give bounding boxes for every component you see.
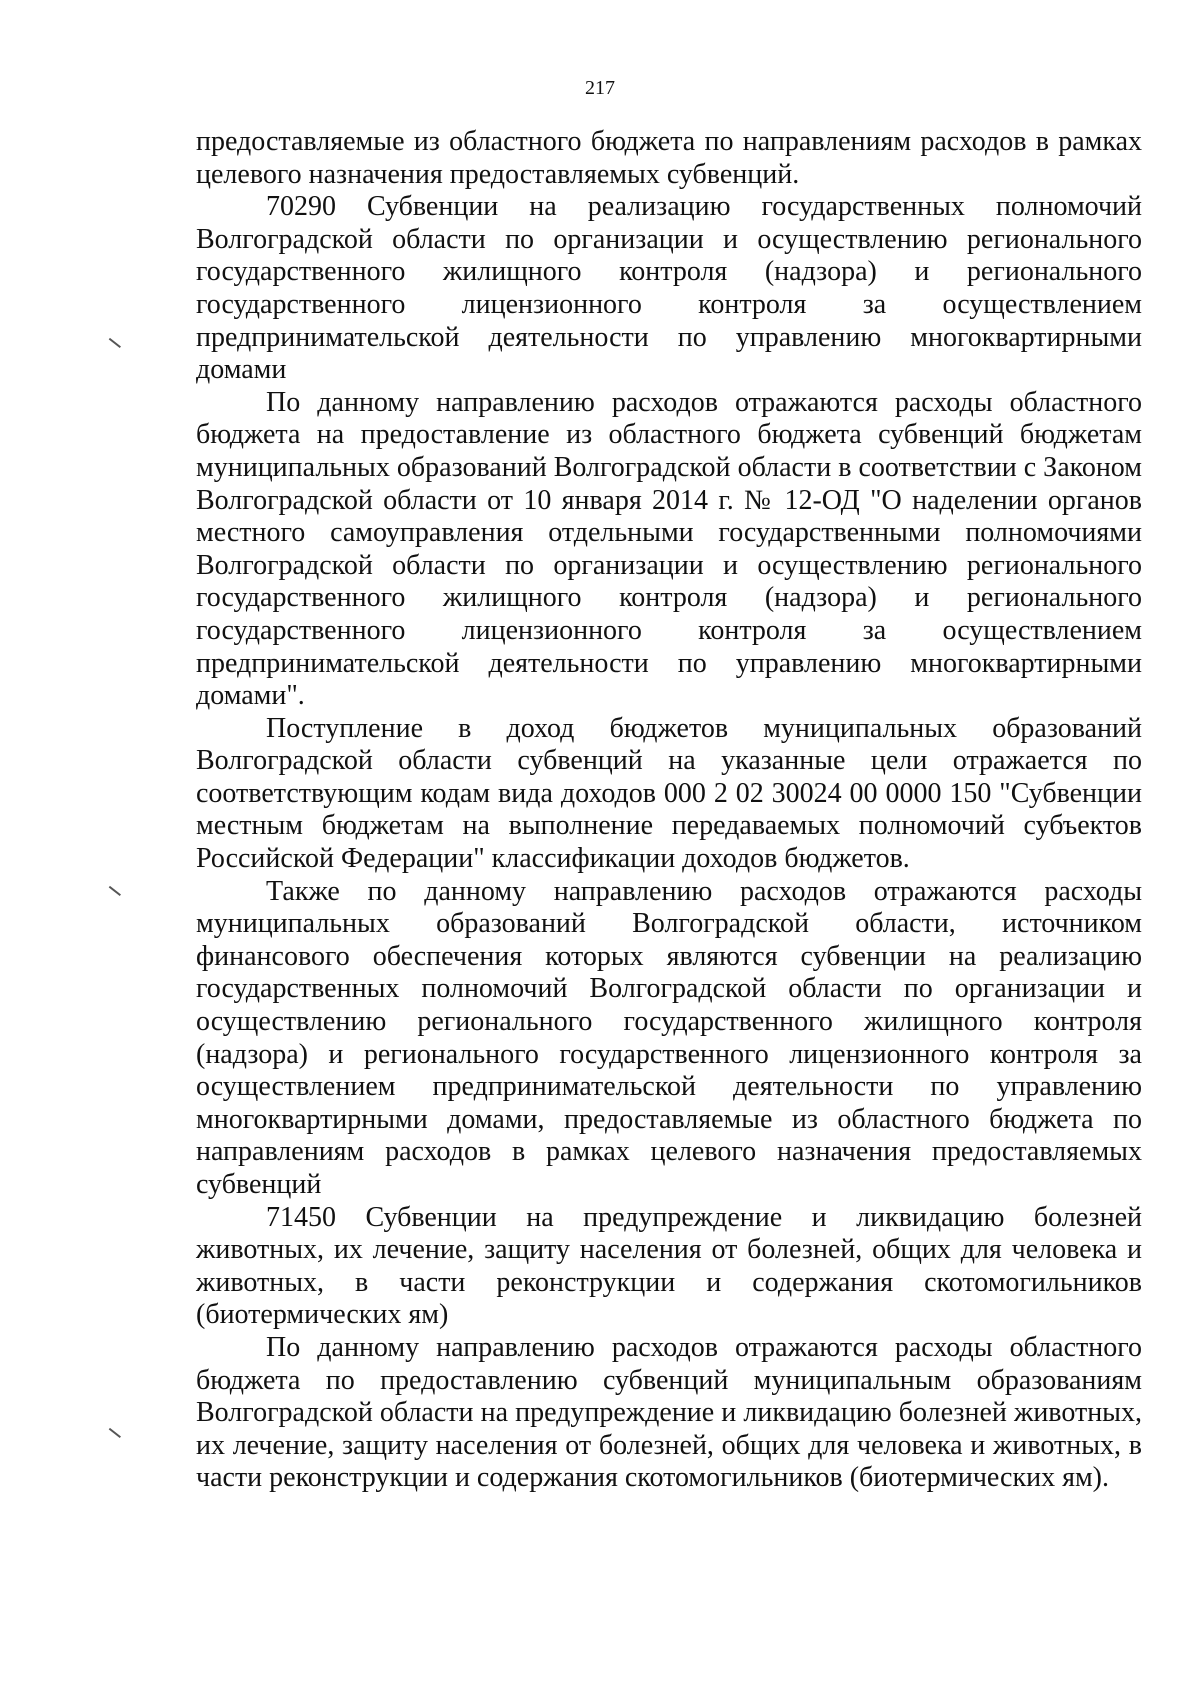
paragraph-continuation: предоставляемые из областного бюджета по направлениям расходов в рамках целевого назначения предоставляемых субвенций. (196, 126, 1142, 190)
margin-mark (109, 886, 121, 896)
paragraph-70290-income: Поступление в доход бюджетов муниципальных образований Волгоградской области субвенций на указанные цели отражается по соответствующим кодам вида доходов 000 2 02 30024 00 0000 150 "Субвенции местным бюджетам на выполнение передаваемых полномочий субъектов Российской Федерации" классификации доходов бюджетов. (196, 712, 1142, 875)
page-number: 217 (585, 77, 615, 99)
paragraph-70290-description: По данному направлению расходов отражаются расходы областного бюджета на предоставление из областного бюджета субвенций бюджетам муниципальных образований Волгоградской области в соответствии с Законом Волгоградской области от 10 января 2014 г. № 12-ОД "О наделении органов местного самоуправления отдельными государственными полномочиями Волгоградской области по организации и осуществлению регионального государственного жилищного контроля (надзора) и регионального государственного лицензионного контроля за осуществлением предпринимательской деятельности по управлению многоквартирными домами". (196, 386, 1142, 712)
margin-mark (109, 1428, 121, 1438)
document-body (196, 126, 1142, 1495)
paragraph-70290-heading: 70290 Субвенции на реализацию государственных полномочий Волгоградской области по организации и осуществлению регионального государственного жилищного контроля (надзора) и регионального государственного лицензионного контроля за осуществлением предпринимательской деятельности по управлению многоквартирными домами (196, 191, 1142, 386)
paragraph-71450-heading: 71450 Субвенции на предупреждение и ликвидацию болезней животных, их лечение, защиту населения от болезней, общих для человека и животных, в части реконструкции и содержания скотомогильников (биотермических ям) (196, 1201, 1142, 1331)
paragraph-70290-municipal: Также по данному направлению расходов отражаются расходы муниципальных образований Волгоградской области, источником финансового обеспечения которых являются субвенции на реализацию государственных полномочий Волгоградской области по организации и осуществлению регионального государственного жилищного контроля (надзора) и регионального государственного лицензионного контроля за осуществлением предпринимательской деятельности по управлению многоквартирными домами, предоставляемые из областного бюджета по направлениям расходов в рамках целевого назначения предоставляемых субвенций (196, 875, 1142, 1200)
paragraph-71450-description: По данному направлению расходов отражаются расходы областного бюджета по предоставлению субвенций муниципальным образованиям Волгоградской области на предупреждение и ликвидацию болезней животных, их лечение, защиту населения от болезней, общих для человека и животных, в части реконструкции и содержания скотомогильников (биотермических ям). (196, 1331, 1142, 1494)
margin-mark (109, 338, 121, 348)
